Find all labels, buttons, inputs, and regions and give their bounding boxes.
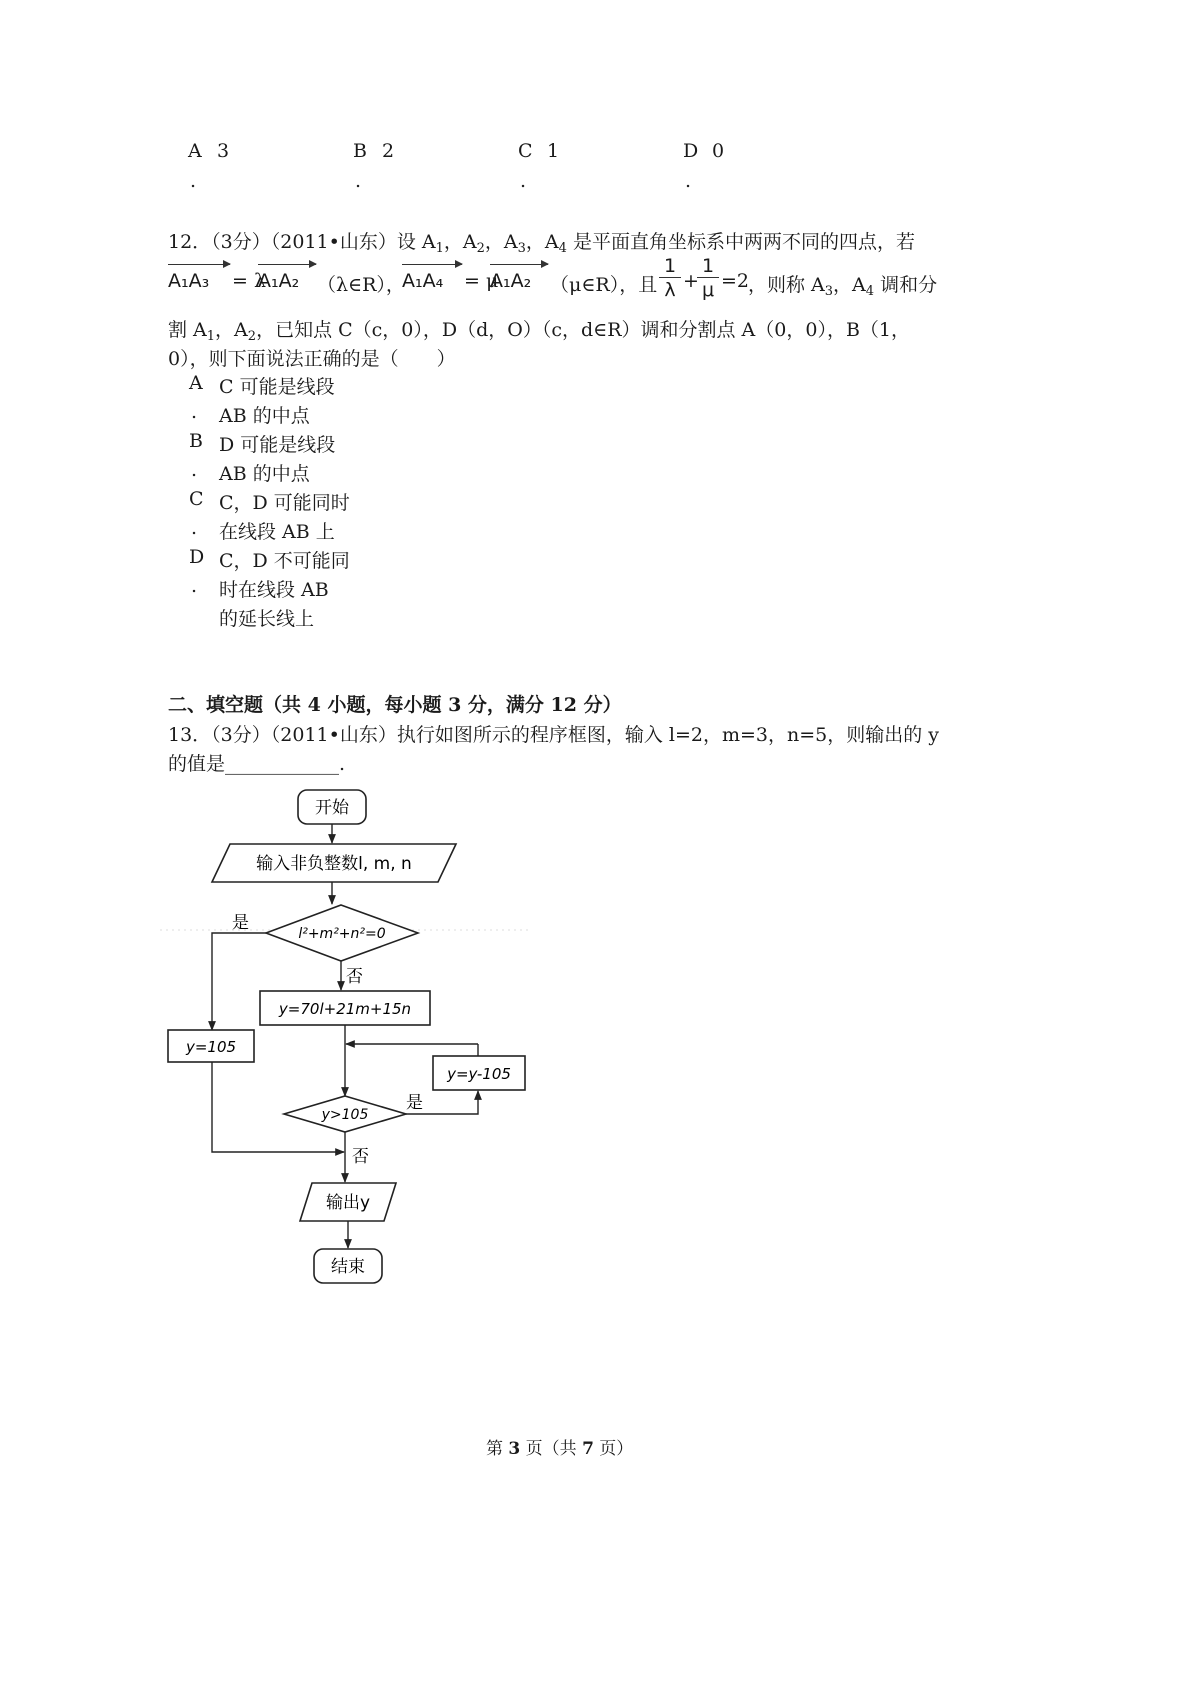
assign-loop-label: y=y-105 [447, 1065, 511, 1083]
vector-a1a2-second: A₁A₂ [490, 270, 548, 292]
q12-option-d-dot: . [191, 575, 198, 597]
q12-option-b-dot: . [191, 459, 198, 481]
flowchart [160, 780, 540, 1290]
vector-a1a3: A₁A₃ [168, 270, 230, 292]
start-label: 开始 [315, 798, 349, 818]
q12-line3: 割 $A_1$，$A_2$，已知点 C（c，0），D（d，O）（c，d∈R）调和分割点 A（0，0），B（1， [168, 319, 911, 344]
page-footer: 第 3 页（共 7 页） [486, 1439, 634, 1459]
q11-option-b-dot: . [355, 170, 362, 192]
q11-option-b-text: 2 [382, 140, 395, 162]
q12-option-d-line3: 的延长线上 [219, 608, 315, 630]
q11-option-d-dot: . [685, 170, 692, 192]
lambda-condition: （λ∈R）， [317, 274, 405, 296]
q12-option-a-letter: A [189, 372, 203, 394]
no-label-1: 否 [346, 967, 363, 987]
yes-label-1: 是 [232, 913, 249, 933]
q12-option-b-letter: B [189, 430, 203, 452]
q11-option-c-dot: . [520, 170, 527, 192]
q11-option-c-text: 1 [547, 140, 560, 162]
q12-option-a-line1: C 可能是线段 [219, 376, 335, 398]
q12-option-a-dot: . [191, 401, 198, 423]
q12-option-a-line2: AB 的中点 [219, 405, 310, 427]
q11-option-d-text: 0 [712, 140, 725, 162]
q12-option-c-dot: . [191, 517, 198, 539]
q11-option-c-letter: C [518, 140, 533, 162]
output-label: 输出y [325, 1193, 371, 1213]
q12-option-d-line1: C，D 不可能同 [219, 550, 350, 572]
equals-two: =2 [721, 270, 750, 292]
q12-option-b-line2: AB 的中点 [219, 463, 310, 485]
q12-option-d-letter: D [189, 546, 205, 568]
q13-line1: 13．（3分）（2011•山东）执行如图所示的程序框图，输入 l=2，m=3，n=5，则输出的 y [168, 724, 939, 746]
section-heading: 二、填空题（共 4 小题，每小题 3 分，满分 12 分） [168, 694, 622, 716]
input-label: 输入非负整数l, m, n [256, 854, 412, 874]
q12-option-c-letter: C [189, 488, 204, 510]
q12-line4: 0），则下面说法正确的是（ ） [168, 348, 456, 370]
q11-option-b-letter: B [353, 140, 367, 162]
assign-formula-label: y=70l+21m+15n [278, 1000, 412, 1018]
mu-condition: （μ∈R），且 [550, 274, 658, 296]
lambda-equals: = λ [232, 270, 267, 292]
fraction-one-over-mu: $\frac{1}{\mu}$ [697, 255, 719, 302]
q11-option-a-dot: . [190, 170, 197, 192]
q13-line2: 的值是____________. [168, 753, 346, 775]
q11-option-d-letter: D [683, 140, 699, 162]
end-label: 结束 [331, 1257, 365, 1277]
q12-option-d-line2: 时在线段 AB [219, 579, 329, 601]
fraction-one-over-lambda: $\frac{1}{\lambda}$ [659, 255, 681, 302]
plus-sign: + [683, 270, 699, 292]
q12-line1: 12．（3分）（2011•山东）设 $A_1$，$A_2$，$A_3$，$A_4$ 是平面直角坐标系中两两不同的四点，若 [168, 231, 915, 256]
yes-label-2: 是 [406, 1093, 423, 1113]
q11-option-a-letter: A [188, 140, 202, 162]
decision-greater-105-label: y>105 [321, 1107, 369, 1123]
no-label-2: 否 [352, 1147, 369, 1167]
q12-line2-end: ，则称 $A_3$，$A_4$ 调和分 [748, 274, 938, 299]
q12-option-c-line1: C，D 可能同时 [219, 492, 350, 514]
assign-105-label: y=105 [185, 1038, 237, 1056]
q11-option-a-text: 3 [217, 140, 230, 162]
vector-a1a2-first: A₁A₂ [258, 270, 316, 292]
mu-equals: = μ [464, 270, 499, 292]
decision-sum-zero-label: l²+m²+n²=0 [298, 926, 386, 942]
q12-option-c-line2: 在线段 AB 上 [219, 521, 335, 543]
q12-option-b-line1: D 可能是线段 [219, 434, 336, 456]
vector-a1a4: A₁A₄ [402, 270, 462, 292]
